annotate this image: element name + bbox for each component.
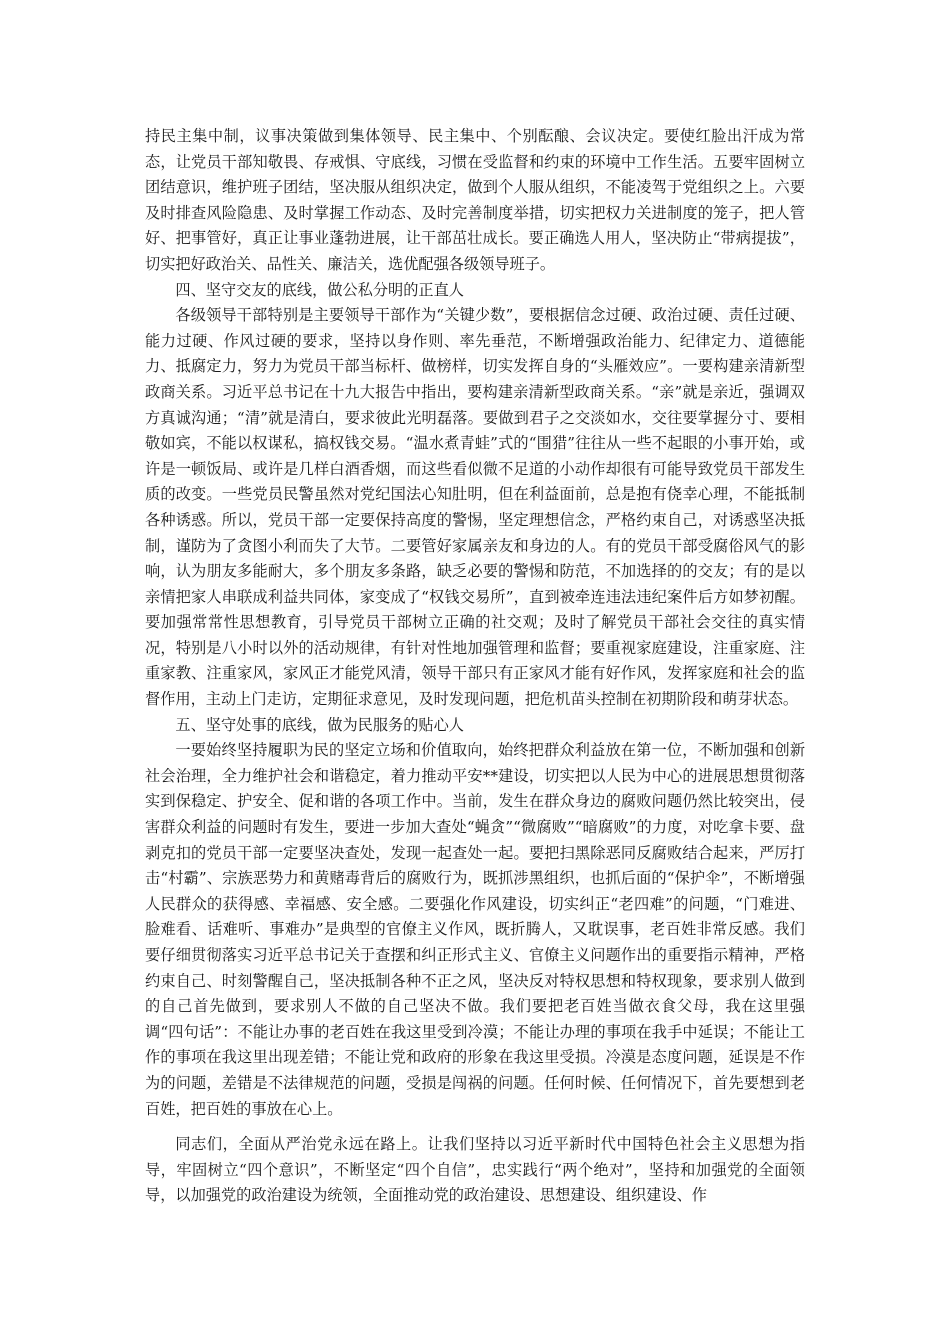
section-heading-4: 四、坚守交友的底线，做公私分明的正直人	[175, 280, 464, 299]
paragraph-section-5: 一要始终坚持履职为民的坚定立场和价值取向，始终把群众利益放在第一位，不断加强和创新社会治理，全力维护社会和谐稳定，着力推动平安**建设，切实把以人民为中心的进展思想贯彻落实到保稳定、护安全、促和谐的各项工作中。当前，发生在群众身边的腐败问题仍然比较突出，侵害群众利益的问题时有发生，要进一步加大查处“蝇贪”“微腐败”“暗腐败”的力度，对吃拿卡要、盘剥克扣的党员干部一定要坚决查处，发现一起查处一起。要把扫黑除恶同反腐败结合起来，严厉打击“村霸”、宗族恶势力和黄赌毒背后的腐败行为，既抓涉黑组织，也抓后面的“保护伞”，不断增强人民群众的获得感、幸福感、安全感。二要强化作风建设，切实纠正“老四难”的问题，“门难进、脸难看、话难听、事难办”是典型的官僚主义作风，既折腾人，又耽误事，老百姓非常反感。我们要仔细贯彻落实习近平总书记关于查摆和纠正形式主义、官僚主义问题作出的重要指示精神，严格约束自己、时刻警醒自己，坚决抵制各种不正之风，坚决反对特权思想和特权现象，要求别人做到的自己首先做到，要求别人不做的自己坚决不做。我们要把老百姓当做衣食父母，我在这里强调“四句话”：不能让办事的老百姓在我这里受到冷漠；不能让办理的事项在我手中延误；不能让工作的事项在我这里出现差错；不能让党和政府的形象在我这里受损。冷漠是态度问题，延误是不作为的问题，差错是不法律规范的问题，受损是闯祸的问题。任何时候、任何情况下，首先要想到老百姓，把百姓的事放在心上。	[145, 741, 805, 1118]
section-heading-5: 五、坚守处事的底线，做为民服务的贴心人	[175, 715, 464, 734]
paragraph-conclusion: 同志们，全面从严治党永远在路上。让我们坚持以习近平新时代中国特色社会主义思想为指导，牢固树立“四个意识”，不断坚定“四个自信”，忠实践行“两个绝对”，坚持和加强党的全面领导，以加强党的政治建设为统领，全面推动党的政治建设、思想建设、组织建设、作	[145, 1135, 805, 1205]
document-page	[145, 124, 805, 1209]
paragraph-spacer	[145, 1122, 805, 1132]
paragraph-continued: 持民主集中制，议事决策做到集体领导、民主集中、个别酝酿、会议决定。要使红脸出汗成为常态，让党员干部知敬畏、存戒惧、守底线，习惯在受监督和约束的环境中工作生活。五要牢固树立团结意识，维护班子团结，坚决服从组织决定，做到个人服从组织，不能凌驾于党组织之上。六要及时排查风险隐患、及时掌握工作动态、及时完善制度举措，切实把权力关进制度的笼子，把人管好、把事管好，真正让事业蓬勃进展，让干部茁壮成长。要正确选人用人，坚决防止“带病提拔”，切实把好政治关、品性关、廉洁关，选优配强各级领导班子。	[145, 127, 805, 273]
paragraph-section-4: 各级领导干部特别是主要领导干部作为“关键少数”，要根据信念过硬、政治过硬、责任过硬、能力过硬、作风过硬的要求，坚持以身作则、率先垂范，不断增强政治能力、纪律定力、道德能力、抵腐定力，努力为党员干部当标杆、做榜样，切实发挥自身的“头雁效应”。一要构建亲清新型政商关系。习近平总书记在十九大报告中指出，要构建亲清新型政商关系。“亲”就是亲近，强调双方真诚沟通；“清”就是清白，要求彼此光明磊落。要做到君子之交淡如水，交往要掌握分寸、要相敬如宾，不能以权谋私，搞权钱交易。“温水煮青蛙”式的“围猎”往往从一些不起眼的小事开始，或许是一顿饭局、或许是几样白酒香烟，而这些看似微不足道的小动作却很有可能导致党员干部发生质的改变。一些党员民警虽然对党纪国法心知肚明，但在利益面前，总是抱有侥幸心理，不能抵制各种诱惑。所以，党员干部一定要保持高度的警惕，坚定理想信念，严格约束自己，对诱惑坚决抵制，谨防为了贪图小利而失了大节。二要管好家属亲友和身边的人。有的党员干部受腐俗风气的影响，认为朋友多能耐大，多个朋友多条路，缺乏必要的警惕和防范，不加选择的的交友；有的是以亲情把家人串联成利益共同体，家变成了“权钱交易所”，直到被牵连违法违纪案件后方如梦初醒。要加强常常性思想教育，引导党员干部树立正确的社交观；及时了解党员干部社会交往的真实情况，特别是八小时以外的活动规律，有针对性地加强管理和监督；要重视家庭建设，注重家庭、注重家教、注重家风，家风正才能党风清，领导干部只有正家风才能有好作风，发挥家庭和社会的监督作用，主动上门走访，定期征求意见，及时发现问题，把危机苗头控制在初期阶段和萌芽状态。	[145, 306, 805, 709]
